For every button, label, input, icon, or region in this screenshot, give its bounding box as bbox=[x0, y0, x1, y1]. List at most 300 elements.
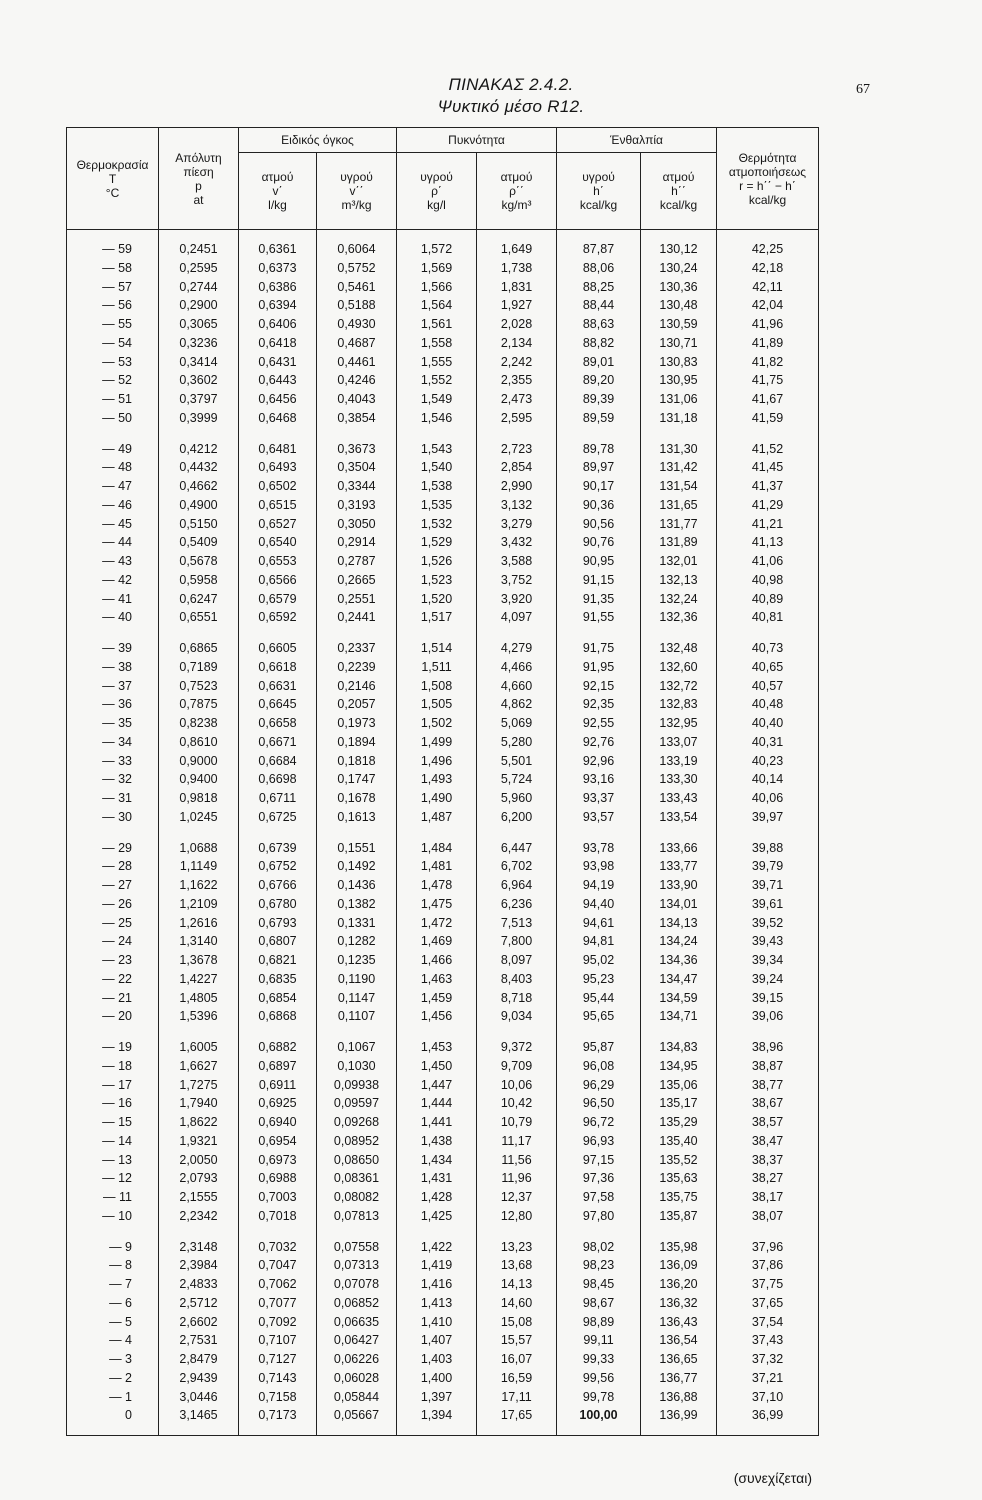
value-cell: 0,1030 bbox=[317, 1057, 397, 1076]
value-cell: 0,2146 bbox=[317, 677, 397, 696]
value-cell: 1,0688 bbox=[159, 839, 239, 858]
spacer-cell bbox=[67, 627, 159, 639]
table-row bbox=[67, 1057, 819, 1076]
temperature-cell: — 33 bbox=[67, 752, 159, 771]
value-cell: 39,15 bbox=[717, 989, 819, 1008]
value-cell: 99,33 bbox=[557, 1350, 641, 1369]
value-cell: 2,8479 bbox=[159, 1350, 239, 1369]
value-cell: 0,7523 bbox=[159, 677, 239, 696]
value-cell: 1,543 bbox=[397, 440, 477, 459]
value-cell: 39,24 bbox=[717, 970, 819, 989]
value-cell: 92,96 bbox=[557, 752, 641, 771]
table-row bbox=[67, 259, 819, 278]
value-cell: 37,10 bbox=[717, 1388, 819, 1407]
value-cell: 1,517 bbox=[397, 608, 477, 627]
header-heat-of-vaporization: Θερμότητα ατμοποιήσεως r = h΄΄ − h΄ kcal/kg bbox=[717, 128, 819, 230]
value-cell: 89,59 bbox=[557, 409, 641, 428]
value-cell: 95,02 bbox=[557, 951, 641, 970]
spacer-row bbox=[67, 827, 819, 839]
value-cell: 2,4833 bbox=[159, 1275, 239, 1294]
value-cell: 41,21 bbox=[717, 515, 819, 534]
temperature-cell: — 40 bbox=[67, 608, 159, 627]
value-cell: 1,502 bbox=[397, 714, 477, 733]
value-cell: 1,484 bbox=[397, 839, 477, 858]
value-cell: 0,1492 bbox=[317, 857, 397, 876]
value-cell: 37,86 bbox=[717, 1256, 819, 1275]
value-cell: 133,07 bbox=[641, 733, 717, 752]
value-cell: 41,13 bbox=[717, 533, 819, 552]
value-cell: 0,6515 bbox=[239, 496, 317, 515]
value-cell: 99,78 bbox=[557, 1388, 641, 1407]
value-cell: 0,6540 bbox=[239, 533, 317, 552]
value-cell: 0,9000 bbox=[159, 752, 239, 771]
value-cell: 135,63 bbox=[641, 1169, 717, 1188]
value-cell: 0,6431 bbox=[239, 353, 317, 372]
table-row bbox=[67, 695, 819, 714]
spacer-cell bbox=[641, 627, 717, 639]
value-cell: 0,6468 bbox=[239, 409, 317, 428]
subheader-cell: υγρού ρ΄ kg/l bbox=[397, 153, 477, 230]
value-cell: 93,16 bbox=[557, 770, 641, 789]
value-cell: 40,23 bbox=[717, 752, 819, 771]
value-cell: 0,6940 bbox=[239, 1113, 317, 1132]
value-cell: 41,89 bbox=[717, 334, 819, 353]
spacer-row bbox=[67, 627, 819, 639]
table-row bbox=[67, 857, 819, 876]
value-cell: 39,06 bbox=[717, 1007, 819, 1026]
temperature-cell: — 30 bbox=[67, 808, 159, 827]
value-cell: 0,6406 bbox=[239, 315, 317, 334]
table-row bbox=[67, 390, 819, 409]
value-cell: 1,431 bbox=[397, 1169, 477, 1188]
value-cell: 0,6925 bbox=[239, 1094, 317, 1113]
value-cell: 15,08 bbox=[477, 1313, 557, 1332]
value-cell: 41,29 bbox=[717, 496, 819, 515]
table-row bbox=[67, 1350, 819, 1369]
table-row bbox=[67, 808, 819, 827]
value-cell: 94,19 bbox=[557, 876, 641, 895]
value-cell: 40,14 bbox=[717, 770, 819, 789]
value-cell: 0,6579 bbox=[239, 590, 317, 609]
value-cell: 8,403 bbox=[477, 970, 557, 989]
table-row bbox=[67, 1132, 819, 1151]
value-cell: 1,2616 bbox=[159, 914, 239, 933]
value-cell: 1,546 bbox=[397, 409, 477, 428]
value-cell: 1,425 bbox=[397, 1207, 477, 1226]
temperature-cell: — 13 bbox=[67, 1151, 159, 1170]
value-cell: 134,36 bbox=[641, 951, 717, 970]
value-cell: 1,738 bbox=[477, 259, 557, 278]
value-cell: 1,529 bbox=[397, 533, 477, 552]
temperature-cell: — 54 bbox=[67, 334, 159, 353]
value-cell: 0,1747 bbox=[317, 770, 397, 789]
spacer-cell bbox=[717, 1026, 819, 1038]
value-cell: 1,472 bbox=[397, 914, 477, 933]
value-cell: 0,08361 bbox=[317, 1169, 397, 1188]
value-cell: 0,08650 bbox=[317, 1151, 397, 1170]
value-cell: 132,48 bbox=[641, 639, 717, 658]
spacer-cell bbox=[239, 230, 317, 241]
value-cell: 134,95 bbox=[641, 1057, 717, 1076]
temperature-cell: — 59 bbox=[67, 240, 159, 259]
value-cell: 93,57 bbox=[557, 808, 641, 827]
value-cell: 0,6835 bbox=[239, 970, 317, 989]
value-cell: 0,06635 bbox=[317, 1313, 397, 1332]
value-cell: 134,71 bbox=[641, 1007, 717, 1026]
value-cell: 38,07 bbox=[717, 1207, 819, 1226]
value-cell: 131,65 bbox=[641, 496, 717, 515]
temperature-cell: — 42 bbox=[67, 571, 159, 590]
value-cell: 136,32 bbox=[641, 1294, 717, 1313]
spacer-cell bbox=[317, 428, 397, 440]
spacer-cell bbox=[557, 230, 641, 241]
temperature-cell: — 45 bbox=[67, 515, 159, 534]
value-cell: 6,702 bbox=[477, 857, 557, 876]
value-cell: 1,538 bbox=[397, 477, 477, 496]
value-cell: 0,1818 bbox=[317, 752, 397, 771]
continued-note: (συνεχίζεται) bbox=[733, 1470, 812, 1486]
value-cell: 10,06 bbox=[477, 1076, 557, 1095]
table-row bbox=[67, 1238, 819, 1257]
value-cell: 12,37 bbox=[477, 1188, 557, 1207]
value-cell: 41,96 bbox=[717, 315, 819, 334]
value-cell: 38,17 bbox=[717, 1188, 819, 1207]
temperature-cell: — 22 bbox=[67, 970, 159, 989]
value-cell: 2,2342 bbox=[159, 1207, 239, 1226]
temperature-cell: — 19 bbox=[67, 1038, 159, 1057]
spacer-cell bbox=[641, 1425, 717, 1436]
value-cell: 37,54 bbox=[717, 1313, 819, 1332]
spacer-cell bbox=[477, 1026, 557, 1038]
value-cell: 132,95 bbox=[641, 714, 717, 733]
value-cell: 40,40 bbox=[717, 714, 819, 733]
value-cell: 0,2665 bbox=[317, 571, 397, 590]
spacer-cell bbox=[641, 428, 717, 440]
value-cell: 0,07313 bbox=[317, 1256, 397, 1275]
value-cell: 132,83 bbox=[641, 695, 717, 714]
temperature-cell: — 36 bbox=[67, 695, 159, 714]
table-row bbox=[67, 1207, 819, 1226]
value-cell: 0,3673 bbox=[317, 440, 397, 459]
temperature-cell: — 51 bbox=[67, 390, 159, 409]
value-cell: 0,6551 bbox=[159, 608, 239, 627]
spacer-cell bbox=[557, 627, 641, 639]
value-cell: 37,43 bbox=[717, 1331, 819, 1350]
value-cell: 7,513 bbox=[477, 914, 557, 933]
value-cell: 2,242 bbox=[477, 353, 557, 372]
temperature-cell: — 4 bbox=[67, 1331, 159, 1350]
value-cell: 130,36 bbox=[641, 278, 717, 297]
value-cell: 13,68 bbox=[477, 1256, 557, 1275]
value-cell: 41,06 bbox=[717, 552, 819, 571]
spacer-cell bbox=[557, 1226, 641, 1238]
value-cell: 131,06 bbox=[641, 390, 717, 409]
spacer-cell bbox=[239, 1026, 317, 1038]
value-cell: 4,862 bbox=[477, 695, 557, 714]
value-cell: 1,569 bbox=[397, 259, 477, 278]
value-cell: 39,52 bbox=[717, 914, 819, 933]
value-cell: 1,520 bbox=[397, 590, 477, 609]
spacer-cell bbox=[317, 1425, 397, 1436]
temperature-cell: — 7 bbox=[67, 1275, 159, 1294]
spacer-row bbox=[67, 1226, 819, 1238]
value-cell: 1,540 bbox=[397, 458, 477, 477]
spacer-cell bbox=[557, 1026, 641, 1038]
spacer-cell bbox=[159, 1226, 239, 1238]
value-cell: 1,505 bbox=[397, 695, 477, 714]
value-cell: 132,36 bbox=[641, 608, 717, 627]
value-cell: 2,1555 bbox=[159, 1188, 239, 1207]
value-cell: 41,82 bbox=[717, 353, 819, 372]
value-cell: 0,6247 bbox=[159, 590, 239, 609]
spacer-cell bbox=[717, 1226, 819, 1238]
value-cell: 93,37 bbox=[557, 789, 641, 808]
value-cell: 135,40 bbox=[641, 1132, 717, 1151]
table-row bbox=[67, 590, 819, 609]
value-cell: 1,428 bbox=[397, 1188, 477, 1207]
value-cell: 0,6684 bbox=[239, 752, 317, 771]
value-cell: 0,6553 bbox=[239, 552, 317, 571]
temperature-cell: — 2 bbox=[67, 1369, 159, 1388]
value-cell: 2,723 bbox=[477, 440, 557, 459]
value-cell: 40,31 bbox=[717, 733, 819, 752]
value-cell: 37,21 bbox=[717, 1369, 819, 1388]
value-cell: 0,6671 bbox=[239, 733, 317, 752]
value-cell: 90,36 bbox=[557, 496, 641, 515]
value-cell: 39,61 bbox=[717, 895, 819, 914]
spacer-cell bbox=[557, 827, 641, 839]
value-cell: 100,00 bbox=[557, 1406, 641, 1425]
value-cell: 2,7531 bbox=[159, 1331, 239, 1350]
value-cell: 3,1465 bbox=[159, 1406, 239, 1425]
table-row bbox=[67, 1313, 819, 1332]
value-cell: 0,7003 bbox=[239, 1188, 317, 1207]
value-cell: 1,2109 bbox=[159, 895, 239, 914]
temperature-cell: — 5 bbox=[67, 1313, 159, 1332]
value-cell: 0,6502 bbox=[239, 477, 317, 496]
value-cell: 0,6911 bbox=[239, 1076, 317, 1095]
table-body bbox=[67, 230, 819, 1436]
value-cell: 17,11 bbox=[477, 1388, 557, 1407]
temperature-cell: — 58 bbox=[67, 259, 159, 278]
temperature-cell: — 25 bbox=[67, 914, 159, 933]
value-cell: 6,964 bbox=[477, 876, 557, 895]
subheader-cell: ατμού h΄΄ kcal/kg bbox=[641, 153, 717, 230]
value-cell: 132,13 bbox=[641, 571, 717, 590]
spacer-cell bbox=[159, 827, 239, 839]
value-cell: 0,6493 bbox=[239, 458, 317, 477]
table-row bbox=[67, 533, 819, 552]
value-cell: 136,77 bbox=[641, 1369, 717, 1388]
value-cell: 0,06427 bbox=[317, 1331, 397, 1350]
value-cell: 1,526 bbox=[397, 552, 477, 571]
value-cell: 1,459 bbox=[397, 989, 477, 1008]
value-cell: 0,1382 bbox=[317, 895, 397, 914]
table-row bbox=[67, 770, 819, 789]
value-cell: 1,552 bbox=[397, 371, 477, 390]
value-cell: 0,4900 bbox=[159, 496, 239, 515]
value-cell: 0,2900 bbox=[159, 296, 239, 315]
value-cell: 1,499 bbox=[397, 733, 477, 752]
subheader-cell: υγρού v΄΄ m³/kg bbox=[317, 153, 397, 230]
value-cell: 88,25 bbox=[557, 278, 641, 297]
value-cell: 0,05667 bbox=[317, 1406, 397, 1425]
value-cell: 132,01 bbox=[641, 552, 717, 571]
value-cell: 37,75 bbox=[717, 1275, 819, 1294]
table-row bbox=[67, 371, 819, 390]
value-cell: 10,79 bbox=[477, 1113, 557, 1132]
value-cell: 0,4662 bbox=[159, 477, 239, 496]
value-cell: 0,6752 bbox=[239, 857, 317, 876]
temperature-cell: — 47 bbox=[67, 477, 159, 496]
table-row bbox=[67, 1275, 819, 1294]
value-cell: 39,71 bbox=[717, 876, 819, 895]
value-cell: 93,78 bbox=[557, 839, 641, 858]
r12-properties-table bbox=[66, 127, 819, 1436]
value-cell: 0,5188 bbox=[317, 296, 397, 315]
value-cell: 0,08952 bbox=[317, 1132, 397, 1151]
value-cell: 92,35 bbox=[557, 695, 641, 714]
value-cell: 96,50 bbox=[557, 1094, 641, 1113]
table-row bbox=[67, 515, 819, 534]
value-cell: 1,490 bbox=[397, 789, 477, 808]
table-row bbox=[67, 1188, 819, 1207]
value-cell: 0,1331 bbox=[317, 914, 397, 933]
value-cell: 41,37 bbox=[717, 477, 819, 496]
value-cell: 0,6711 bbox=[239, 789, 317, 808]
value-cell: 1,9321 bbox=[159, 1132, 239, 1151]
value-cell: 40,48 bbox=[717, 695, 819, 714]
temperature-cell: — 21 bbox=[67, 989, 159, 1008]
value-cell: 1,532 bbox=[397, 515, 477, 534]
value-cell: 133,54 bbox=[641, 808, 717, 827]
spacer-cell bbox=[397, 1425, 477, 1436]
table-row bbox=[67, 895, 819, 914]
value-cell: 0,7047 bbox=[239, 1256, 317, 1275]
temperature-cell: — 20 bbox=[67, 1007, 159, 1026]
table-row bbox=[67, 970, 819, 989]
spacer-cell bbox=[717, 627, 819, 639]
value-cell: 98,67 bbox=[557, 1294, 641, 1313]
value-cell: 91,35 bbox=[557, 590, 641, 609]
value-cell: 130,24 bbox=[641, 259, 717, 278]
value-cell: 0,6865 bbox=[159, 639, 239, 658]
spacer-cell bbox=[239, 1226, 317, 1238]
value-cell: 130,71 bbox=[641, 334, 717, 353]
temperature-cell: — 23 bbox=[67, 951, 159, 970]
value-cell: 2,134 bbox=[477, 334, 557, 353]
value-cell: 0,6658 bbox=[239, 714, 317, 733]
value-cell: 2,9439 bbox=[159, 1369, 239, 1388]
value-cell: 0,2551 bbox=[317, 590, 397, 609]
spacer-cell bbox=[317, 230, 397, 241]
spacer-cell bbox=[477, 827, 557, 839]
value-cell: 1,927 bbox=[477, 296, 557, 315]
value-cell: 0,6854 bbox=[239, 989, 317, 1008]
value-cell: 1,1149 bbox=[159, 857, 239, 876]
value-cell: 1,561 bbox=[397, 315, 477, 334]
header-pressure: Απόλυτη πίεση p at bbox=[159, 128, 239, 230]
value-cell: 98,02 bbox=[557, 1238, 641, 1257]
value-cell: 0,7062 bbox=[239, 1275, 317, 1294]
temperature-cell: — 53 bbox=[67, 353, 159, 372]
value-cell: 92,76 bbox=[557, 733, 641, 752]
temperature-cell: — 8 bbox=[67, 1256, 159, 1275]
spacer-cell bbox=[477, 428, 557, 440]
spacer-cell bbox=[397, 1226, 477, 1238]
value-cell: 1,7940 bbox=[159, 1094, 239, 1113]
value-cell: 0,6954 bbox=[239, 1132, 317, 1151]
value-cell: 2,854 bbox=[477, 458, 557, 477]
value-cell: 96,93 bbox=[557, 1132, 641, 1151]
value-cell: 1,487 bbox=[397, 808, 477, 827]
value-cell: 2,3984 bbox=[159, 1256, 239, 1275]
spacer-cell bbox=[557, 428, 641, 440]
value-cell: 0,6780 bbox=[239, 895, 317, 914]
value-cell: 0,6739 bbox=[239, 839, 317, 858]
table-row bbox=[67, 951, 819, 970]
temperature-cell: — 11 bbox=[67, 1188, 159, 1207]
value-cell: 95,44 bbox=[557, 989, 641, 1008]
value-cell: 131,54 bbox=[641, 477, 717, 496]
value-cell: 11,17 bbox=[477, 1132, 557, 1151]
spacer-cell bbox=[641, 827, 717, 839]
value-cell: 1,523 bbox=[397, 571, 477, 590]
value-cell: 1,8622 bbox=[159, 1113, 239, 1132]
spacer-cell bbox=[717, 827, 819, 839]
value-cell: 6,447 bbox=[477, 839, 557, 858]
spacer-cell bbox=[397, 1026, 477, 1038]
table-row bbox=[67, 608, 819, 627]
temperature-cell: — 38 bbox=[67, 658, 159, 677]
table-row bbox=[67, 1076, 819, 1095]
spacer-cell bbox=[159, 627, 239, 639]
value-cell: 89,78 bbox=[557, 440, 641, 459]
value-cell: 40,57 bbox=[717, 677, 819, 696]
temperature-cell: — 57 bbox=[67, 278, 159, 297]
value-cell: 41,67 bbox=[717, 390, 819, 409]
value-cell: 131,77 bbox=[641, 515, 717, 534]
value-cell: 0,2451 bbox=[159, 240, 239, 259]
value-cell: 38,57 bbox=[717, 1113, 819, 1132]
temperature-cell: — 35 bbox=[67, 714, 159, 733]
title-block bbox=[0, 74, 982, 118]
value-cell: 37,96 bbox=[717, 1238, 819, 1257]
table-row bbox=[67, 1369, 819, 1388]
value-cell: 7,800 bbox=[477, 932, 557, 951]
value-cell: 0,06852 bbox=[317, 1294, 397, 1313]
value-cell: 94,81 bbox=[557, 932, 641, 951]
value-cell: 131,89 bbox=[641, 533, 717, 552]
value-cell: 0,6973 bbox=[239, 1151, 317, 1170]
value-cell: 0,6807 bbox=[239, 932, 317, 951]
value-cell: 3,432 bbox=[477, 533, 557, 552]
temperature-cell: — 39 bbox=[67, 639, 159, 658]
value-cell: 93,98 bbox=[557, 857, 641, 876]
spacer-cell bbox=[67, 827, 159, 839]
temperature-cell: — 16 bbox=[67, 1094, 159, 1113]
value-cell: 1,831 bbox=[477, 278, 557, 297]
value-cell: 16,07 bbox=[477, 1350, 557, 1369]
table-row bbox=[67, 334, 819, 353]
subheader-cell: ατμού ρ΄΄ kg/m³ bbox=[477, 153, 557, 230]
value-cell: 95,87 bbox=[557, 1038, 641, 1057]
table-row bbox=[67, 409, 819, 428]
spacer-cell bbox=[397, 428, 477, 440]
value-cell: 0,3050 bbox=[317, 515, 397, 534]
value-cell: 89,97 bbox=[557, 458, 641, 477]
value-cell: 9,709 bbox=[477, 1057, 557, 1076]
